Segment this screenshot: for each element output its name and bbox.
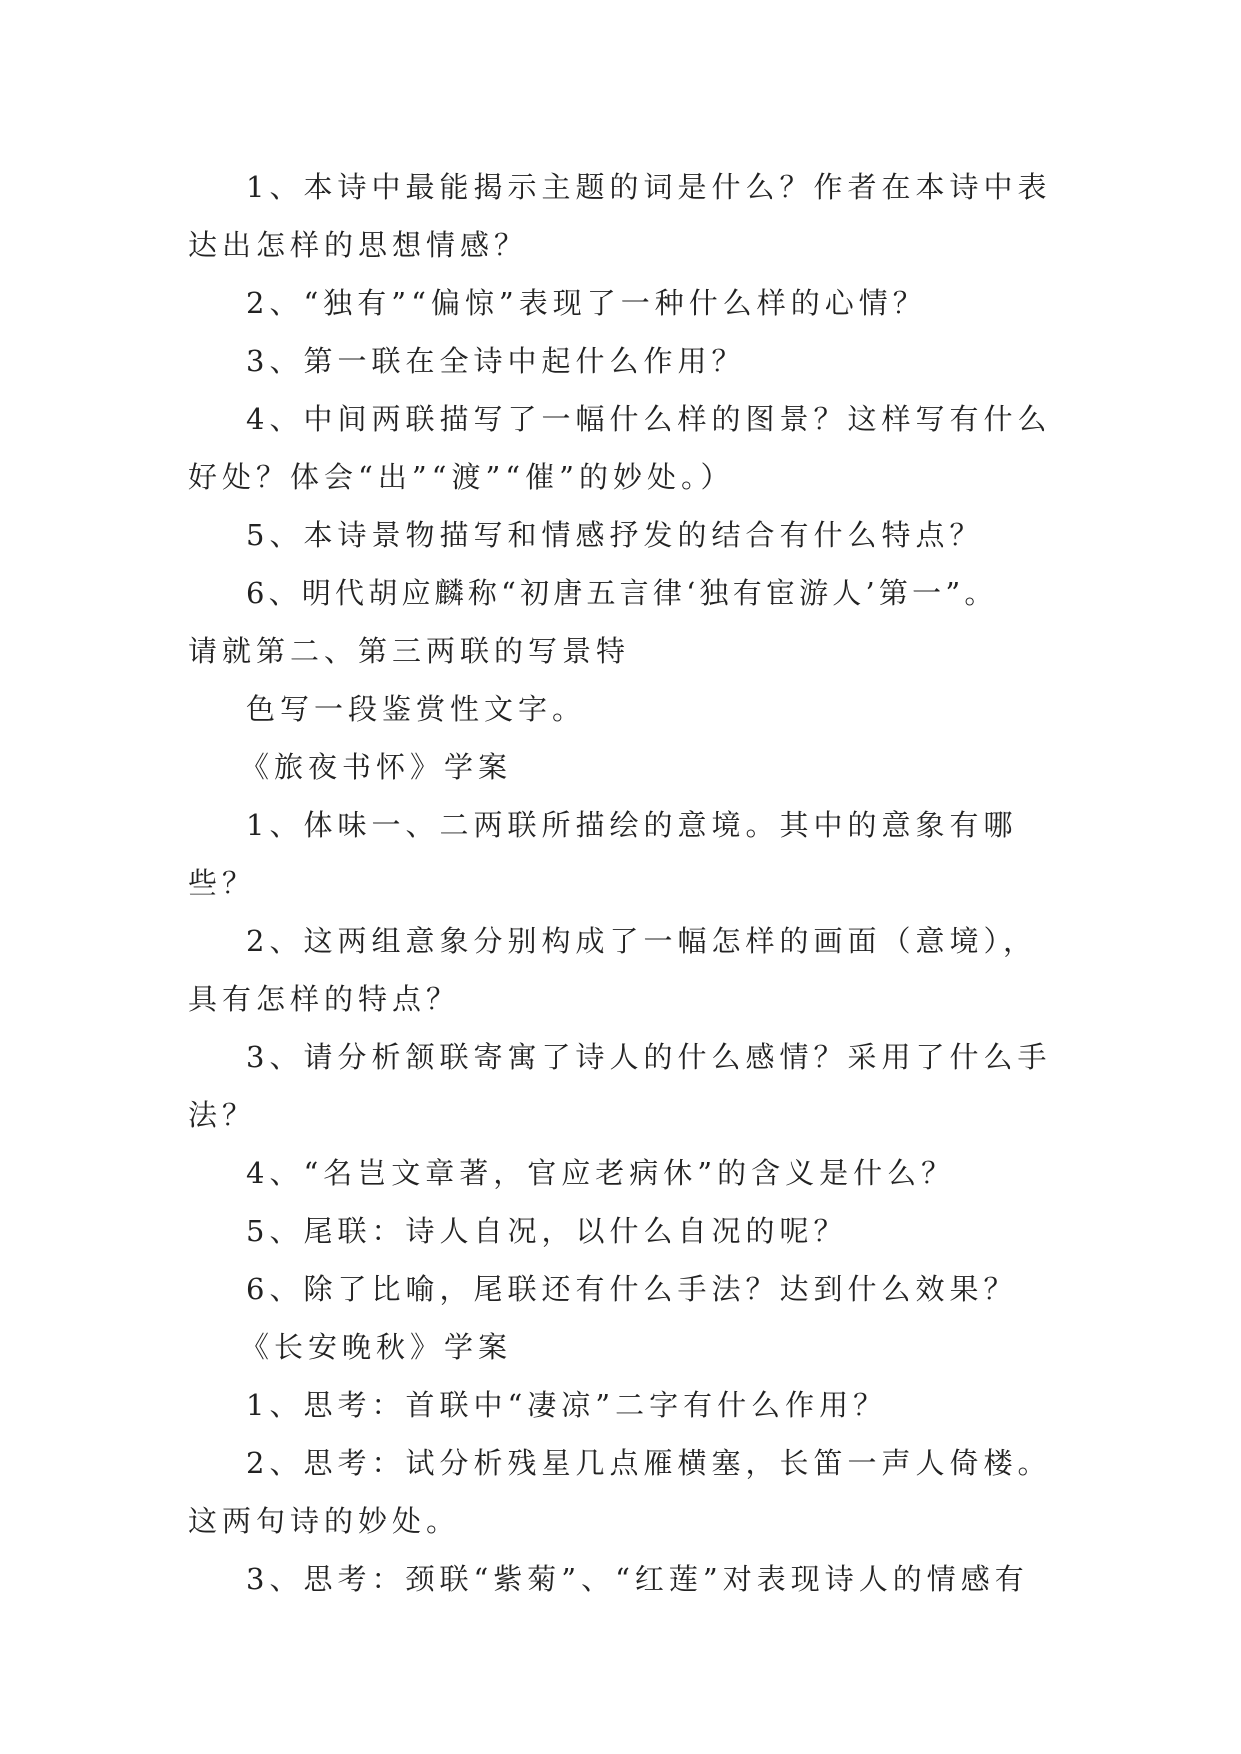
question-2: 2、这两组意象分别构成了一幅怎样的画面（意境），具有怎样的特点？ xyxy=(188,924,1037,1016)
question-6-line-2: 请就第二、第三两联的写景特 xyxy=(188,634,631,668)
section-title-changan-wanqiu: 《长安晚秋》学案 xyxy=(240,1330,513,1364)
section-title-lvye-shuhuai: 《旅夜书怀》学案 xyxy=(240,750,513,784)
question-1: 1、本诗中最能揭示主题的词是什么？作者在本诗中表达出怎样的思想情感？ xyxy=(188,170,1052,262)
question-1: 1、体味一、二两联所描绘的意境。其中的意象有哪些？ xyxy=(188,808,1018,900)
question-3: 3、思考：颈联“紫菊”、“红莲”对表现诗人的情感有 xyxy=(246,1562,1029,1596)
question-6-line-3: 色写一段鉴赏性文字。 xyxy=(246,692,587,726)
question-3: 3、第一联在全诗中起什么作用？ xyxy=(246,344,746,378)
question-6: 6、除了比喻，尾联还有什么手法？达到什么效果？ xyxy=(246,1272,1018,1306)
question-2: 2、思考：试分析残星几点雁横塞，长笛一声人倚楼。这两句诗的妙处。 xyxy=(188,1446,1052,1538)
question-1: 1、思考：首联中“凄凉”二字有什么作用？ xyxy=(246,1388,888,1422)
question-4: 4、中间两联描写了一幅什么样的图景？这样写有什么好处？体会“出”“渡”“催”的妙处。） xyxy=(188,402,1052,494)
question-3: 3、请分析颔联寄寓了诗人的什么感情？采用了什么手法？ xyxy=(188,1040,1052,1132)
question-4: 4、“名岂文章著，官应老病休”的含义是什么？ xyxy=(246,1156,956,1190)
question-5: 5、本诗景物描写和情感抒发的结合有什么特点？ xyxy=(246,518,984,552)
question-6-line-1: 6、明代胡应麟称“初唐五言律‘独有宦游人’第一”。 xyxy=(246,576,998,610)
question-2: 2、“独有”“偏惊”表现了一种什么样的心情？ xyxy=(246,286,927,320)
question-5: 5、尾联：诗人自况，以什么自况的呢？ xyxy=(246,1214,848,1248)
document-body xyxy=(188,158,1058,1608)
